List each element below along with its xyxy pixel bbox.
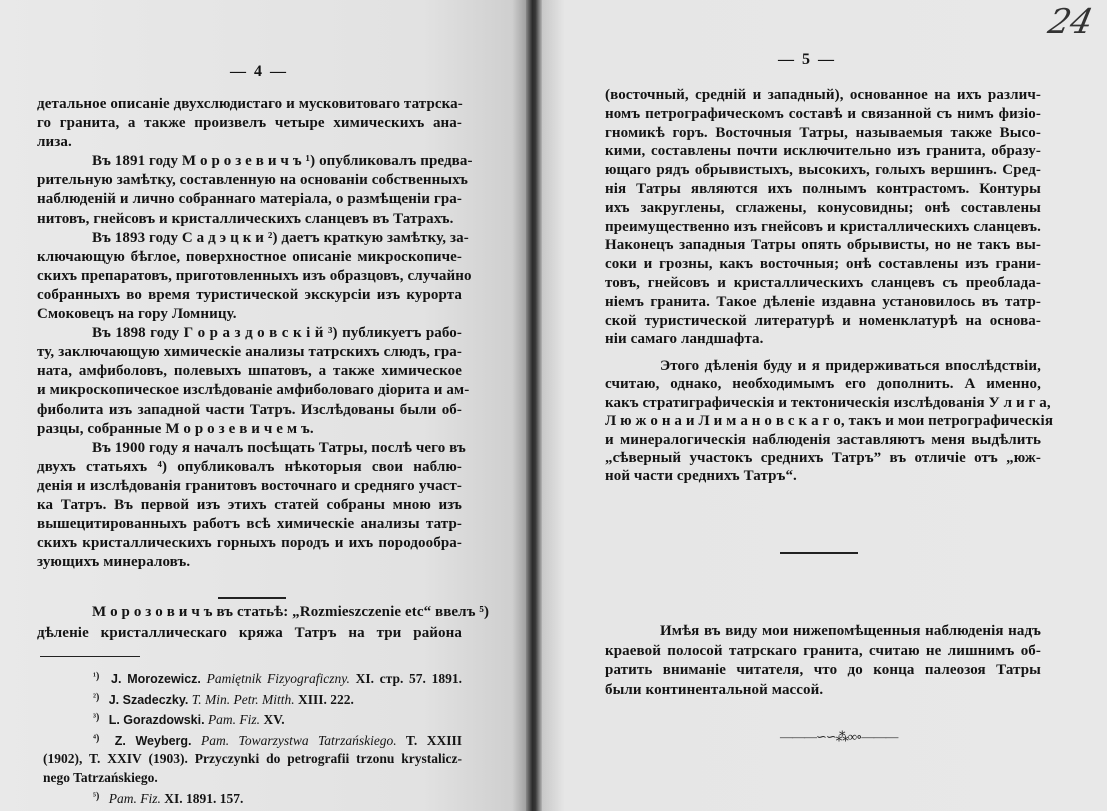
text-line: были континентальной массой. [605,681,824,698]
text-line: нія Татры являются ихъ полнымъ контрастомъ. Контуры [605,180,1041,197]
footnote-reference: XI. стр. 57. 1891. [355,671,462,686]
body-text [37,602,490,644]
text-line: ната, амфиболовъ, полевыхъ шпатовъ, а также химическое [37,363,462,380]
text-line: преимущественно изъ гнейсовъ и кристаллическихъ сланцевъ. [605,218,1041,235]
text-line: и минералогическія наблюденія заставляютъ меня выдѣлить [605,431,1041,448]
footnote-journal: Pamiętnik Fizyograficzny. [206,671,350,686]
text-line: Наконецъ западныя Татры опять обрывисты, но не такъ вы- [605,237,1041,254]
footnote-journal: T. Min. Petr. Mitth. [191,691,295,707]
book-gutter [526,0,542,811]
footnote [43,668,462,689]
footnote-rule [40,656,140,657]
text-line: ка Татръ. Въ первой изъ этихъ статей собраны мною изъ [37,496,462,513]
page-number: — 4 — [230,63,288,80]
footnote [43,750,462,769]
text-line: краевой полосой татрскаго гранита, считаю не лишнимъ об- [605,642,1041,659]
footnote-reference: (1902), T. XXIV (1903). Przyczynki do petrografii trzonu krystalicz- [43,751,462,767]
footnote-author: J. Morozewicz. [111,672,201,686]
footnote-journal: Pam. Fiz. [108,790,161,806]
text-line: двухъ статьяхъ ⁴) опубликовалъ нѣкоторыя свои наблю- [37,458,462,475]
ornament: ———∽∽⁂∞∘——— [780,729,898,744]
footnote-author: J. Szadeczky. [108,692,189,707]
text-line: Л ю ж о н а и Л и м а н о в с к а г о, такъ и мои петрографическія [605,413,1054,430]
footnote [43,709,462,730]
footnote-number: ⁵) [93,790,100,802]
footnote-reference: XI. 1891. 157. [164,790,244,806]
footnote-number: ¹) [93,671,100,682]
footnote-reference: XIII. 222. [298,691,354,707]
text-line: товъ, гнейсовъ и кристаллическихъ сланцевъ съ преоблада- [605,274,1041,291]
text-line: какъ стратиграфическія и тектоническія изслѣдованія У л и г а, [605,394,1051,411]
text-line: Въ 1891 году М о р о з е в и ч ъ ¹) опубликовалъ предва- [92,153,473,170]
text-line: фиболита изъ западной части Татръ. Изслѣдованы были об- [37,401,462,418]
text-line: ніемъ гранита. Такое дѣленіе издавна установилось въ татр- [605,293,1041,310]
text-line: считаю, однако, необходимымъ его дополнить. А именно, [605,376,1041,393]
text-line: Имѣя въ виду мои нижепомѣщенныя наблюденія надъ [660,623,1041,639]
text-line: и микроскопическое изслѣдованіе амфиболоваго діорита и ам- [37,382,470,399]
text-line: ключающую бѣглое, поверхностное описаніе микроскопиче- [37,248,462,265]
text-line: кими, составлены почти исключительно изъ гранита, образу- [605,143,1041,160]
footnote-reference: XV. [263,712,285,728]
text-line: ратить вниманіе читателя, что до конца палеозоя Татры [605,662,1041,678]
text-line: „сѣверный участокъ среднихъ Татръ” въ отличіе отъ „юж- [605,450,1041,467]
footnote-number: ⁴) [93,732,100,744]
body-text [605,622,1041,700]
handwritten-folio-number: 24 [1044,2,1097,42]
text-line: дѣленіе кристаллическаго кряжа Татръ на три района [37,625,462,641]
footnote-journal: Pam. Fiz. [207,712,261,728]
footnote [43,730,462,751]
left-page [0,0,528,811]
text-line: соки и грозны, какъ восточныя; онѣ составлены изъ грани- [605,256,1041,273]
text-line: ихъ закруглены, сглажены, конусовидны; онѣ составлены [605,199,1041,216]
text-line: Въ 1893 году С а д э ц к и ²) даетъ краткую замѣтку, за- [92,229,469,246]
footnote-reference: T. XXIII [405,732,463,748]
text-line: ской туристической литературѣ и номенклатурѣ на основа- [605,312,1041,329]
section-divider [218,597,286,599]
text-line: ту, заключающую химическіе анализы татрскихъ слюдъ, гра- [37,344,462,361]
text-line: ющаго рядъ обрывистыхъ, высокихъ, голыхъ вершинъ. Сред- [605,162,1041,179]
text-line: М о р о з о в и ч ъ въ статьѣ: „Rozmieszczenie etc“ ввелъ ⁵) [92,604,490,620]
text-line: Этого дѣленія буду и я придерживаться впослѣдствіи, [660,358,1041,374]
footnotes [43,668,462,808]
footnote [43,689,462,710]
footnote-number: ³) [93,712,100,724]
text-line: Смоковецъ на гору Ломницу. [37,306,237,323]
text-line: ніи самаго ландшафта. [605,331,764,348]
body-text [605,357,1054,486]
section-divider [780,552,858,554]
footnote-author: L. Gorazdowski. [108,713,205,728]
text-line: денія и изслѣдованія гранитовъ восточнаго и средняго участ- [37,477,462,494]
text-line: наблюденій и лично собраннаго матеріала, о размѣщеніи гра- [37,191,462,208]
page-number: — 5 — [778,51,836,68]
text-line: скихъ кристаллическихъ горныхъ породъ и ихъ породообра- [37,535,462,552]
body-text [605,86,1041,349]
text-line: го гранита, а также произвелъ четыре химическихъ ана- [37,115,462,132]
right-page [542,0,1107,811]
text-line: скихъ препаратовъ, приготовленныхъ изъ образцовъ, случайно [37,267,472,284]
text-line: ной части среднихъ Татръ“. [605,468,797,485]
footnote-number: ²) [93,691,100,703]
text-line: вышецитированныхъ работъ всѣ химическіе анализы татр- [37,516,462,533]
text-line: нитовъ, гнейсовъ и кристаллическихъ сланцевъ въ Татрахъ. [37,210,454,227]
footnote [43,769,462,788]
footnote-author: Z. Weyberg. [114,733,192,748]
text-line: Въ 1898 году Г о р а з д о в с к і й ³) публикуетъ рабо- [92,325,462,342]
footnote [43,788,462,809]
text-line: рительную замѣтку, составленную на основаніи собственныхъ [37,172,469,189]
text-line: номъ петрографическомъ составѣ и связанной съ нимъ физіо- [605,105,1041,122]
text-line: (восточный, средній и западный), основанное на ихъ различ- [605,87,1041,103]
text-line: гномикѣ горъ. Восточныя Татры, называемыя также Высо- [605,124,1041,141]
text-line: детальное описаніе двухслюдистаго и мусковитоваго татрска- [37,96,463,112]
text-line: разцы, собранные М о р о з е в и ч е м ъ. [37,420,314,437]
text-line: собранныхъ во время туристической экскурсіи изъ курорта [37,286,462,303]
text-line: зующихъ минераловъ. [37,554,191,571]
body-text [37,95,473,572]
footnote-journal: Pam. Towarzystwa Tatrzańskiego. [200,732,397,748]
footnote-reference: nego Tatrzańskiego. [43,769,158,785]
text-line: лиза. [37,134,72,151]
text-line: Въ 1900 году я началъ посѣщать Татры, послѣ чего въ [92,439,466,456]
